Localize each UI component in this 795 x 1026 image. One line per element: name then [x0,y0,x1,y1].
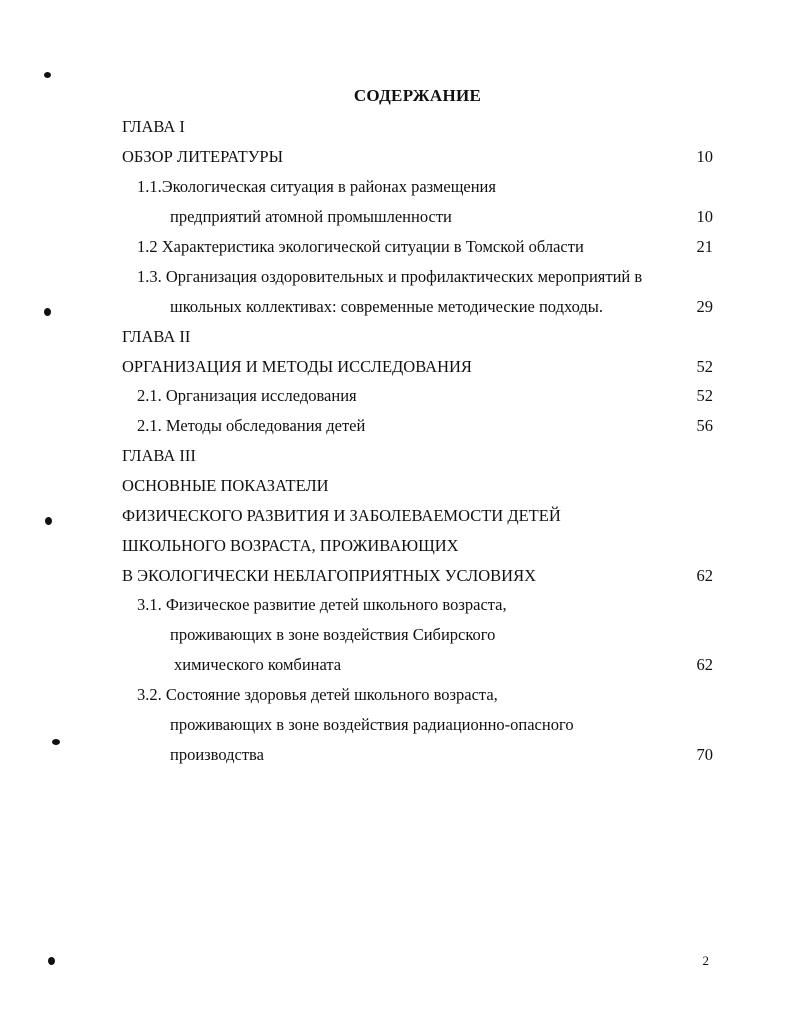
scan-mark [44,72,51,78]
section-3-2-line1: 3.2. Состояние здоровья детей школьного возраста, [137,685,498,704]
section-1-3-line2: школьных коллективах: современные методические подходы. [170,297,603,316]
chapter-3-title-line2: ФИЗИЧЕСКОГО РАЗВИТИЯ И ЗАБОЛЕВАЕМОСТИ ДЕТЕЙ [122,506,561,525]
section-3-1-line1: 3.1. Физическое развитие детей школьного возраста, [137,595,507,614]
chapter-3-page: 62 [696,566,713,585]
section-1-3-page: 29 [696,297,713,316]
scan-mark [45,517,52,525]
section-3-2-line2: проживающих в зоне воздействия радиационно-опасного [170,715,574,734]
section-3-1-line2: проживающих в зоне воздействия Сибирского [170,625,496,644]
scan-mark [48,957,55,965]
section-3-1-line3: химического комбината [174,655,342,674]
section-2-1: 2.1. Организация исследования [137,386,357,405]
section-2-2-page: 56 [696,416,713,435]
chapter-1-title: ОБЗОР ЛИТЕРАТУРЫ [122,147,283,166]
section-1-2: 1.2 Характеристика экологической ситуации в Томской области [137,237,584,256]
chapter-2-title: ОРГАНИЗАЦИЯ И МЕТОДЫ ИССЛЕДОВАНИЯ [122,357,472,376]
section-1-3-line1: 1.3. Организация оздоровительных и профилактических мероприятий в [137,267,643,286]
chapter-2-page: 52 [696,357,713,376]
chapter-1-label: ГЛАВА I [122,117,185,136]
scan-mark [52,739,60,745]
section-3-1-page: 62 [696,655,713,674]
section-3-2-page: 70 [696,745,713,764]
section-1-1-page: 10 [696,207,713,226]
scan-mark [44,308,51,316]
chapter-1-page: 10 [696,147,713,166]
page-number: 2 [702,953,709,968]
chapter-3-title-line1: ОСНОВНЫЕ ПОКАЗАТЕЛИ [122,476,329,495]
section-1-1-line2: предприятий атомной промышленности [170,207,452,226]
section-1-1-line1: 1.1.Экологическая ситуация в районах размещения [137,177,496,196]
section-3-2-line3: производства [170,745,264,764]
section-2-1-page: 52 [696,386,713,405]
chapter-3-title-line3: ШКОЛЬНОГО ВОЗРАСТА, ПРОЖИВАЮЩИХ [122,536,459,555]
chapter-3-title-line4: В ЭКОЛОГИЧЕСКИ НЕБЛАГОПРИЯТНЫХ УСЛОВИЯХ [122,566,536,585]
chapter-2-label: ГЛАВА II [122,327,191,346]
section-2-2: 2.1. Методы обследования детей [137,416,366,435]
chapter-3-label: ГЛАВА III [122,446,196,465]
section-1-2-page: 21 [696,237,713,256]
toc-heading: СОДЕРЖАНИЕ [353,86,482,105]
